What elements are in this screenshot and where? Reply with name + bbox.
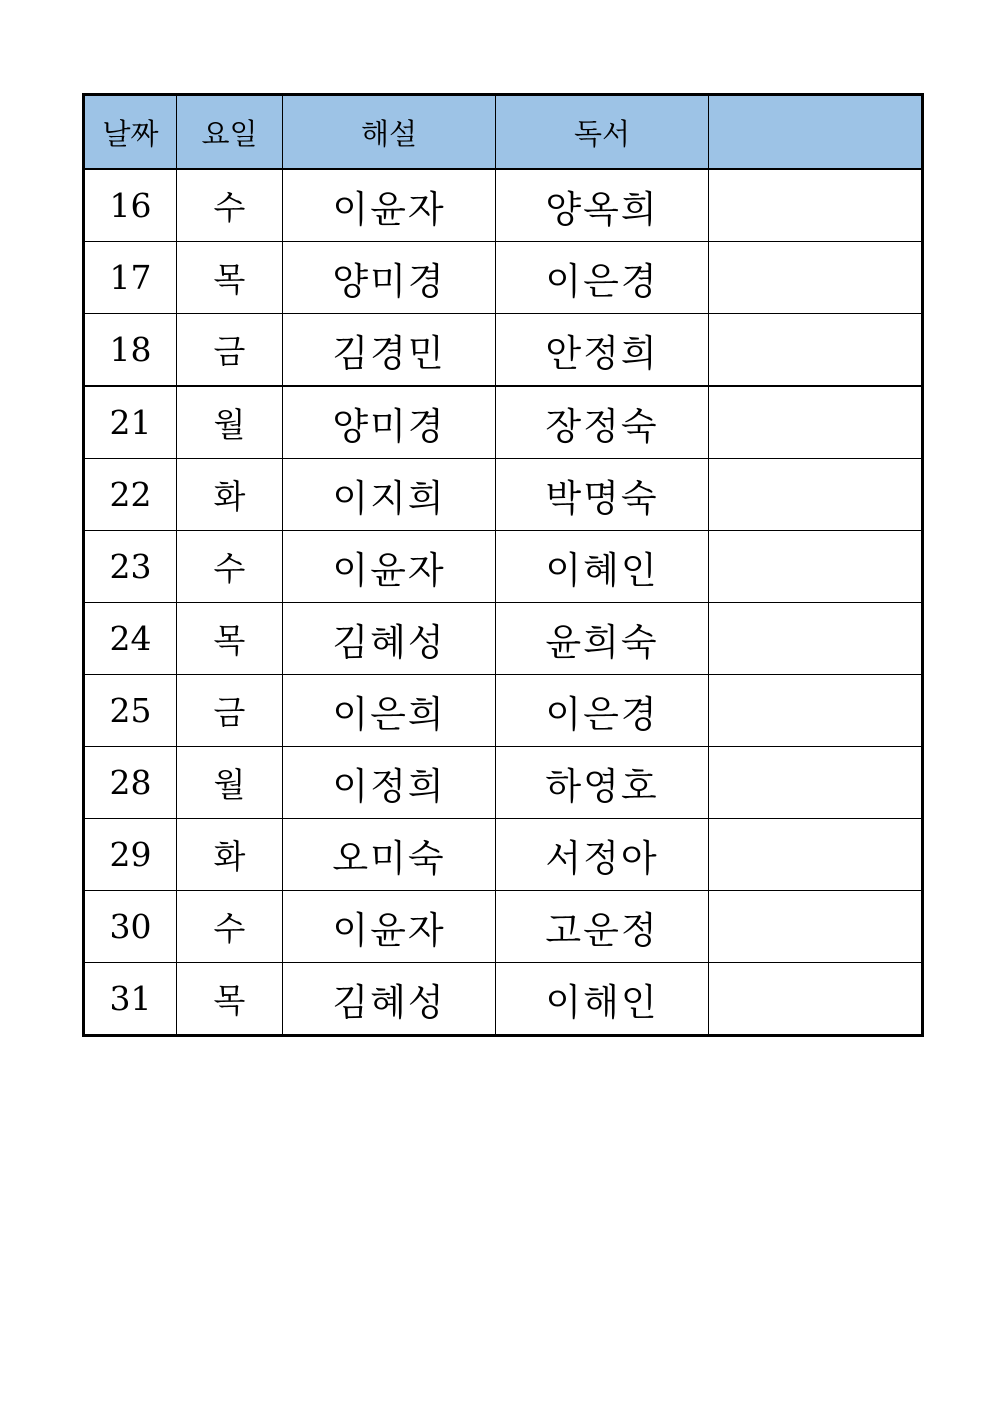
commentary-cell: 오미숙	[283, 819, 496, 891]
day-cell: 수	[177, 531, 283, 603]
header-date: 날짜	[84, 95, 177, 170]
date-cell: 25	[84, 675, 177, 747]
date-cell: 30	[84, 891, 177, 963]
reading-cell: 고운정	[496, 891, 709, 963]
note-cell	[709, 675, 923, 747]
table-row	[84, 747, 923, 819]
commentary-cell: 이윤자	[283, 169, 496, 242]
table-row	[84, 531, 923, 603]
reading-cell: 이해인	[496, 963, 709, 1036]
date-cell: 28	[84, 747, 177, 819]
reading-cell: 박명숙	[496, 459, 709, 531]
header-note	[709, 95, 923, 170]
reading-cell: 서정아	[496, 819, 709, 891]
commentary-cell: 양미경	[283, 242, 496, 314]
table-row	[84, 891, 923, 963]
day-cell: 수	[177, 891, 283, 963]
reading-cell: 하영호	[496, 747, 709, 819]
commentary-cell: 김혜성	[283, 603, 496, 675]
reading-cell: 이혜인	[496, 531, 709, 603]
note-cell	[709, 819, 923, 891]
date-cell: 24	[84, 603, 177, 675]
note-cell	[709, 531, 923, 603]
reading-cell: 윤희숙	[496, 603, 709, 675]
note-cell	[709, 314, 923, 387]
table-row	[84, 242, 923, 314]
commentary-cell: 이은희	[283, 675, 496, 747]
table-row	[84, 386, 923, 459]
day-cell: 목	[177, 242, 283, 314]
date-cell: 17	[84, 242, 177, 314]
header-row	[84, 95, 923, 170]
date-cell: 21	[84, 386, 177, 459]
note-cell	[709, 459, 923, 531]
reading-cell: 이은경	[496, 675, 709, 747]
reading-cell: 이은경	[496, 242, 709, 314]
date-cell: 23	[84, 531, 177, 603]
table-row	[84, 603, 923, 675]
commentary-cell: 김경민	[283, 314, 496, 387]
day-cell: 화	[177, 819, 283, 891]
table-row	[84, 675, 923, 747]
table-row	[84, 819, 923, 891]
header-day: 요일	[177, 95, 283, 170]
note-cell	[709, 386, 923, 459]
date-cell: 29	[84, 819, 177, 891]
date-cell: 22	[84, 459, 177, 531]
commentary-cell: 이윤자	[283, 891, 496, 963]
note-cell	[709, 747, 923, 819]
header-reading: 독서	[496, 95, 709, 170]
commentary-cell: 이윤자	[283, 531, 496, 603]
day-cell: 월	[177, 747, 283, 819]
note-cell	[709, 242, 923, 314]
table-row	[84, 459, 923, 531]
header-commentary: 해설	[283, 95, 496, 170]
date-cell: 16	[84, 169, 177, 242]
day-cell: 수	[177, 169, 283, 242]
date-cell: 18	[84, 314, 177, 387]
commentary-cell: 양미경	[283, 386, 496, 459]
day-cell: 목	[177, 603, 283, 675]
day-cell: 화	[177, 459, 283, 531]
date-cell: 31	[84, 963, 177, 1036]
reading-cell: 안정희	[496, 314, 709, 387]
reading-cell: 양옥희	[496, 169, 709, 242]
table-row	[84, 169, 923, 242]
note-cell	[709, 169, 923, 242]
commentary-cell: 이정희	[283, 747, 496, 819]
commentary-cell: 김혜성	[283, 963, 496, 1036]
note-cell	[709, 603, 923, 675]
reading-cell: 장정숙	[496, 386, 709, 459]
commentary-cell: 이지희	[283, 459, 496, 531]
day-cell: 금	[177, 675, 283, 747]
day-cell: 월	[177, 386, 283, 459]
note-cell	[709, 963, 923, 1036]
day-cell: 목	[177, 963, 283, 1036]
note-cell	[709, 891, 923, 963]
table-row	[84, 963, 923, 1036]
day-cell: 금	[177, 314, 283, 387]
table-row	[84, 314, 923, 387]
schedule-table	[82, 93, 924, 1037]
